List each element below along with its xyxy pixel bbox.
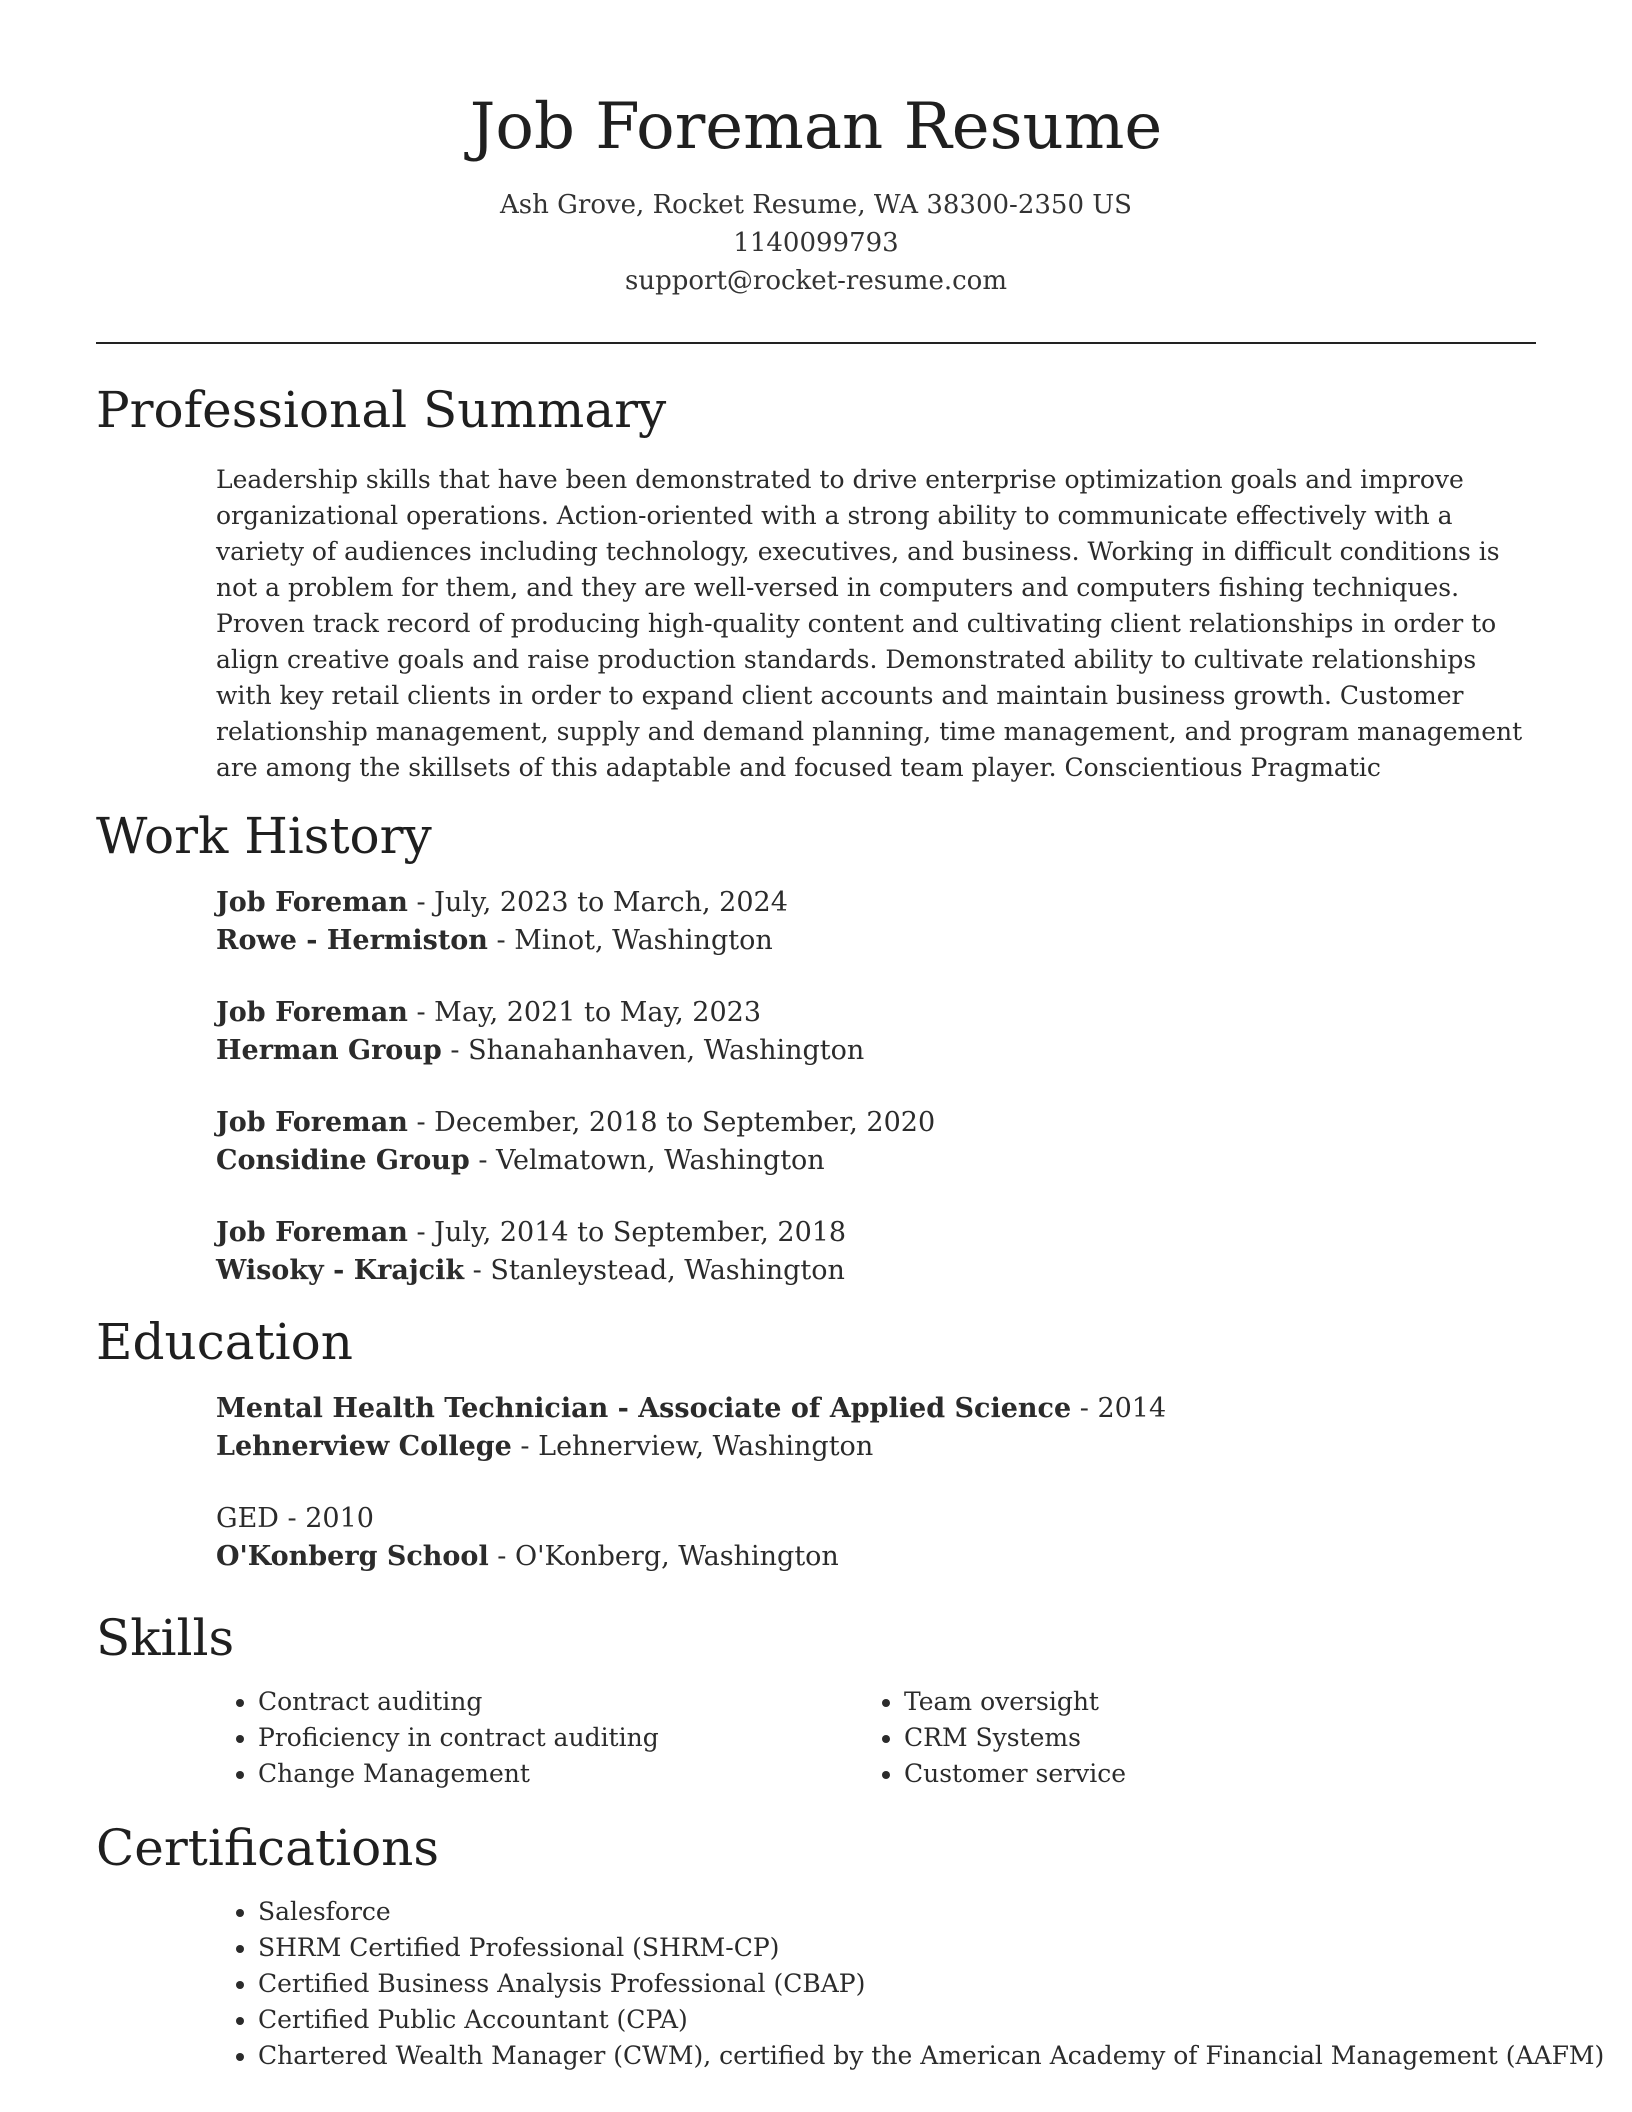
job-role: Job Foreman <box>216 887 408 918</box>
job-company: Wisoky - Krajcik <box>216 1255 465 1286</box>
job-role: Job Foreman <box>216 1217 408 1248</box>
skills-list-right <box>860 1684 1126 1792</box>
job-role: Job Foreman <box>216 1107 408 1138</box>
skill-item: • Team oversight <box>904 1684 1126 1720</box>
certification-item: • SHRM Certified Professional (SHRM-CP) <box>258 1930 1604 1966</box>
email-text: support@rocket-resume.com <box>624 266 1007 296</box>
education-year: 2010 <box>305 1503 374 1534</box>
job-dates: May, 2021 to May, 2023 <box>434 997 762 1028</box>
education-heading: Education <box>96 1313 353 1371</box>
job-entry: Job Foreman - July, 2014 to September, 2018 Wisoky - Krajcik - Stanleystead, Washington <box>216 1217 847 1286</box>
skill-item: • Proficiency in contract auditing <box>258 1720 659 1756</box>
skills-list-left <box>214 1684 659 1792</box>
education-year: 2014 <box>1097 1393 1167 1424</box>
work-history-heading: Work History <box>96 807 432 865</box>
education-location: Lehnerview, Washington <box>538 1431 874 1462</box>
job-entry: Job Foreman - July, 2023 to March, 2024 Rowe - Hermiston - Minot, Washington <box>216 887 788 956</box>
education-location: O'Konberg, Washington <box>515 1541 839 1572</box>
certification-item: • Chartered Wealth Manager (CWM), certified by the American Academy of Financial Management (AAFM) <box>258 2038 1604 2074</box>
work-history-list <box>216 884 1536 1324</box>
skills-heading: Skills <box>96 1609 235 1667</box>
skill-item: • Customer service <box>904 1756 1126 1792</box>
skill-item: • Change Management <box>258 1756 659 1792</box>
certifications-list <box>214 1894 1604 2074</box>
job-role: Job Foreman <box>216 997 408 1028</box>
job-dates: July, 2023 to March, 2024 <box>434 887 788 918</box>
job-dates: July, 2014 to September, 2018 <box>434 1217 847 1248</box>
certification-item: • Salesforce <box>258 1894 1604 1930</box>
certifications-heading: Certifications <box>96 1819 440 1877</box>
job-company: Considine Group <box>216 1145 470 1176</box>
job-entry: Job Foreman - May, 2021 to May, 2023 Herman Group - Shanahanhaven, Washington <box>216 997 865 1066</box>
resume-title: Job Foreman Resume <box>469 90 1163 164</box>
header-divider <box>96 342 1536 344</box>
job-company: Herman Group <box>216 1035 442 1066</box>
education-school: Lehnerview College <box>216 1431 512 1462</box>
contact-info <box>0 186 1632 300</box>
address-text: Ash Grove, Rocket Resume, WA 38300-2350 US <box>500 190 1132 220</box>
job-company: Rowe - Hermiston <box>216 925 488 956</box>
education-degree: Mental Health Technician - Associate of Applied Science <box>216 1393 1072 1424</box>
education-entry: GED - 2010 O'Konberg School - O'Konberg, Washington <box>216 1503 839 1572</box>
certification-item: • Certified Business Analysis Professional (CBAP) <box>258 1966 1604 2002</box>
job-entry: Job Foreman - December, 2018 to September, 2020 Considine Group - Velmatown, Washington <box>216 1107 936 1176</box>
skill-item: • Contract auditing <box>258 1684 659 1720</box>
education-school: O'Konberg School <box>216 1541 489 1572</box>
job-location: Velmatown, Washington <box>496 1145 825 1176</box>
summary-heading: Professional Summary <box>96 381 667 439</box>
resume-header <box>0 88 1632 300</box>
education-degree: GED <box>216 1503 279 1534</box>
job-location: Minot, Washington <box>514 925 773 956</box>
job-location: Stanleystead, Washington <box>490 1255 845 1286</box>
job-location: Shanahanhaven, Washington <box>468 1035 865 1066</box>
skill-item: • CRM Systems <box>904 1720 1126 1756</box>
education-entry: Mental Health Technician - Associate of Applied Science - 2014 Lehnerview College - Lehnerview, Washington <box>216 1393 1167 1462</box>
education-list <box>216 1390 1536 1610</box>
summary-text: Leadership skills that have been demonstrated to drive enterprise optimization goals and improve organizational operations. Action-oriented with a strong ability to communicate effectively with a variety of audiences including technology, executives, and business. Working in difficult conditions is not a problem for them, and they are well-versed in computers and computers fishing techniques. Proven track record of producing high-quality content and cultivating client relationships in order to align creative goals and raise production standards. Demonstrated ability to cultivate relationships with key retail clients in order to expand client accounts and maintain business growth. Customer relationship management, supply and demand planning, time management, and program management are among the skillsets of this adaptable and focused team player. Conscientious Pragmatic <box>216 465 1523 782</box>
certification-item: • Certified Public Accountant (CPA) <box>258 2002 1604 2038</box>
job-dates: December, 2018 to September, 2020 <box>434 1107 936 1138</box>
phone-text: 1140099793 <box>733 228 899 258</box>
